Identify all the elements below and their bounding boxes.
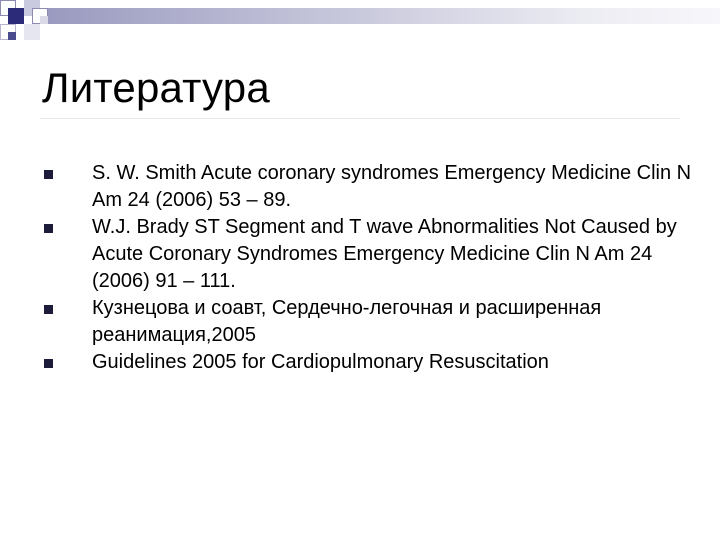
square-bullet-icon	[44, 359, 53, 368]
reference-list	[44, 160, 694, 376]
decorative-square	[8, 8, 24, 24]
reference-text: S. W. Smith Acute coronary syndromes Emergency Medicine Clin N Am 24 (2006) 53 – 89.	[92, 162, 692, 211]
decorative-square	[24, 24, 40, 40]
decorative-square	[8, 32, 16, 40]
list-item	[44, 349, 694, 376]
list-item	[44, 295, 694, 349]
slide-title: Литература	[42, 64, 270, 111]
title-divider	[40, 118, 680, 119]
square-bullet-icon	[44, 305, 53, 314]
reference-text: Guidelines 2005 for Cardiopulmonary Resuscitation	[92, 351, 549, 373]
square-bullet-icon	[44, 224, 53, 233]
reference-text: W.J. Brady ST Segment and T wave Abnormalities Not Caused by Acute Coronary Syndromes Emergency Medicine Clin N Am 24 (2006) 91 – 111.	[92, 216, 677, 292]
reference-text: Кузнецова и соавт, Сердечно-легочная и расширенная реанимация,2005	[92, 297, 602, 346]
header-gradient-band	[48, 8, 720, 24]
list-item	[44, 160, 694, 214]
square-bullet-icon	[44, 170, 53, 179]
decorative-square	[40, 16, 48, 24]
list-item	[44, 214, 694, 295]
